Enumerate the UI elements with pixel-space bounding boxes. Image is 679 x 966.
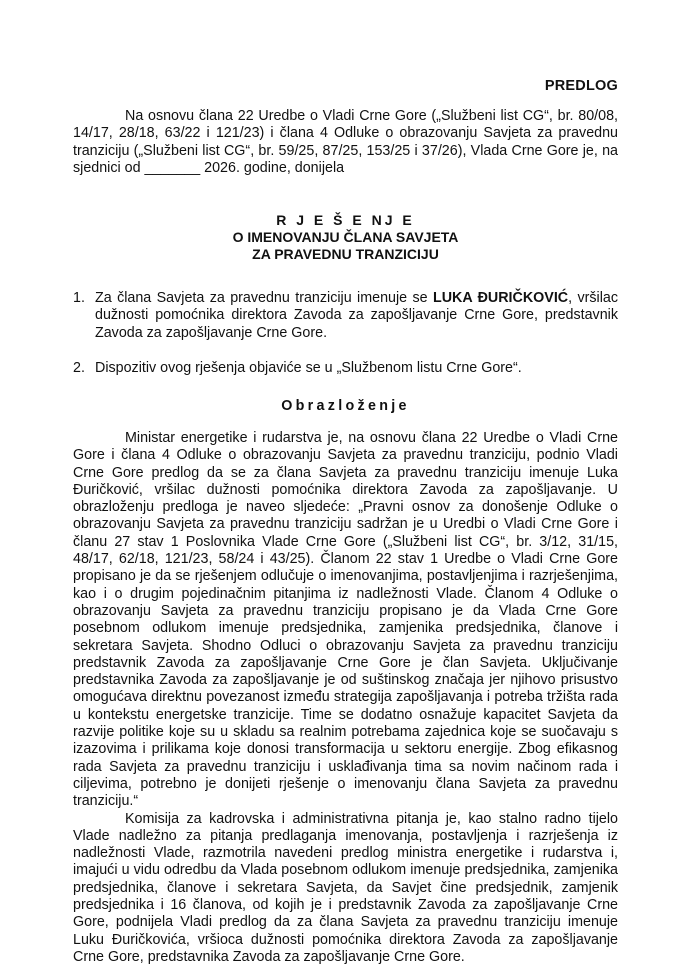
- explanation-paragraph: Ministar energetike i rudarstva je, na osnovu člana 22 Uredbe o Vladi Crne Gore i člana 4 Odluke o obrazovanju Savjeta za pravednu tranziciju, podnio Vladi Crne Gore predlog da se za člana Savjeta za pravednu tranziciju imenuje Luka Đuričković, vršilac dužnosti pomoćnika direktora Zavoda za zapošljavanje. U obrazloženju predloga je naveo sljedeće: „Pravni osnov za donošenje Odluke o obrazovanju Savjeta za pravednu tranziciju sadržan je u Uredbi o Vladi Crne Gore i članu 27 stav 1 Poslovnika Vlade Crne Gore („Službeni list CG“, br. 3/12, 31/15, 48/17, 62/18, 121/23, 58/24 i 43/25). Članom 22 stav 1 Uredbe o Vladi Crne Gore propisano je da se rješenjem odlučuje o imenovanjima, postavljenjima i razrješenjima, kao i o drugim pojedinačnim pitanjima iz nadležnosti Vlade. Članom 4 Odluke o obrazovanju Savjeta za pravednu tranziciju propisano je da Vlada Crne Gore posebnom odlukom imenuje predsjednika, zamjenika predsjednika, članove i sekretara Savjeta. Shodno Odluci o obrazovanju Savjeta za pravednu tranziciju predstavnik Zavoda za zapošljavanje Crne Gore je član Savjeta. Uključivanje predstavnika Zavoda za zapošljavanje je od suštinskog značaja jer njihovo prisustvo omogućava direktnu povezanost između strategija zapošljavanja i potreba tržišta rada u kontekstu energetske tranzicije. Time se dodatno osnažuje kapacitet Savjeta da razvije politike koje su u skladu sa realnim potrebama zajednica koje se suočavaju s izazovima i prilikama koje donosi transformacija u sektoru energije. Zbog efikasnog rada Savjeta za pravednu tranziciju i usklađivanja tima sa novim načinom rada i ciljevima, potrebno je donijeti rješenje o imenovanju člana Savjeta za pravednu tranziciju.“: [73, 430, 618, 810]
- decision-title-line-1: R J E Š E NJ E: [276, 212, 415, 228]
- decision-items: [73, 290, 618, 377]
- item-text: Dispozitiv ovog rješenja objaviće se u „Službenom listu Crne Gore“.: [95, 359, 522, 376]
- decision-item: [73, 290, 618, 342]
- explanation-title: Obrazloženje: [281, 398, 410, 414]
- item-number: 1.: [73, 290, 85, 306]
- explanation-body: [73, 430, 618, 966]
- decision-item: [73, 360, 618, 377]
- decision-title: [73, 212, 618, 263]
- document-status-label: PREDLOG: [544, 78, 618, 94]
- appointee-name: LUKA ĐURIČKOVIĆ: [433, 290, 569, 306]
- decision-title-line-2: O IMENOVANJU ČLANA SAVJETA: [232, 229, 459, 245]
- item-text-before: Za člana Savjeta za pravednu tranziciju imenuje se: [95, 290, 433, 306]
- decision-title-line-3: ZA PRAVEDNU TRANZICIJU: [252, 246, 439, 262]
- intro-paragraph: Na osnovu člana 22 Uredbe o Vladi Crne Gore („Službeni list CG“, br. 80/08, 14/17, 28/18, 63/22 i 121/23) i člana 4 Odluke o obrazovanju Savjeta za pravednu tranziciju („Službeni list CG“, br. 59/25, 87/25, 153/25 i 37/26), Vlada Crne Gore je, na sjednici od _______ 2026. godine, donijela: [73, 108, 618, 176]
- item-text-after: , vršilac dužnosti pomoćnika direktora Zavoda za zapošljavanje Crne Gore, predstavnik Zavoda za zapošljavanje Crne Gore.: [95, 290, 618, 341]
- explanation-paragraph: Komisija za kadrovska i administrativna pitanja je, kao stalno radno tijelo Vlade nadležno za pitanja predlaganja imenovanja, postavljenja i razrješenja iz nadležnosti Vlade, razmotrila navedeni predlog ministra energetike i rudarstva i, imajući u vidu odredbu da Vlada posebnom odlukom imenuje predsjednika, zamjenika predsjednika, članove i sekretara Savjeta, da Savjet čine predsjednik, zamjenik predsjednika i 16 članova, od kojih je i predstavnik Zavoda za zapošljavanje Crne Gore, podnijela Vladi predlog da za člana Savjeta za pravednu tranziciju imenuje Luku Đuričkovića, vršioca dužnosti pomoćnika direktora Zavoda za zapošljavanje Crne Gore, predstavnika Zavoda za zapošljavanje Crne Gore.: [73, 810, 618, 965]
- item-number: 2.: [73, 359, 85, 376]
